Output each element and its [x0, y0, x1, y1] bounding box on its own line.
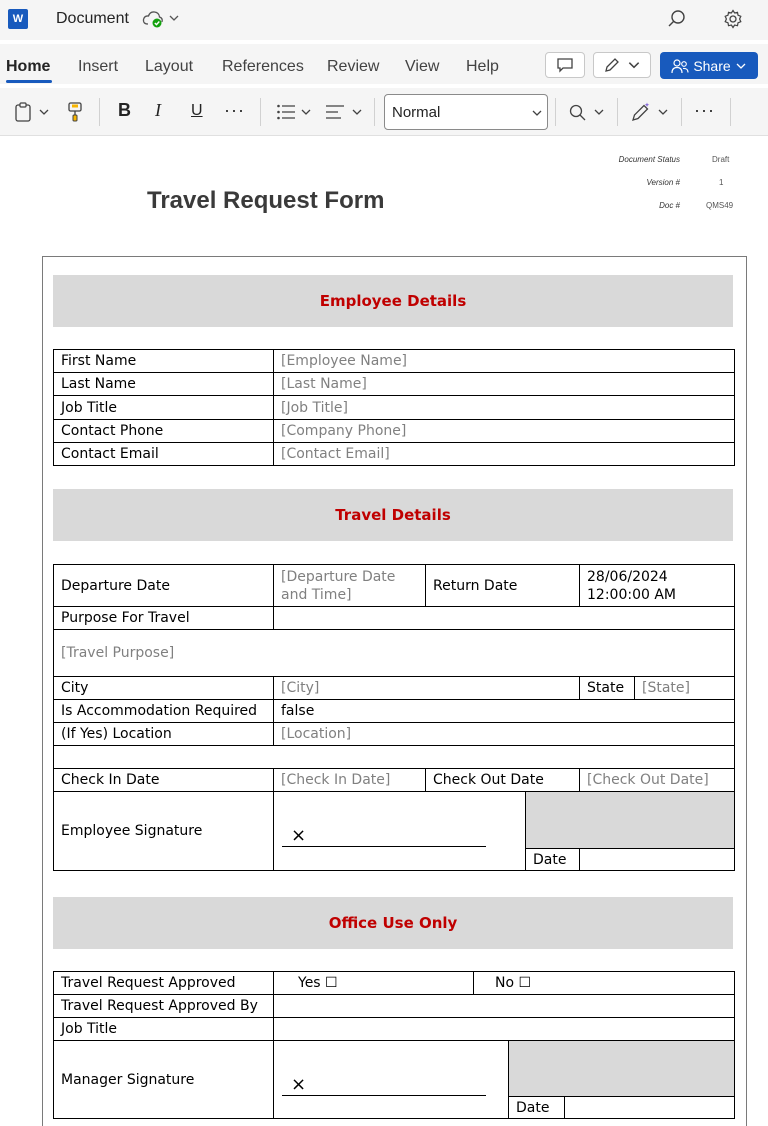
comment-icon [556, 56, 574, 74]
toolbar-separator [617, 98, 618, 126]
employee-details-table [53, 349, 735, 466]
tab-review[interactable]: Review [327, 58, 380, 75]
field-label: Job Title [54, 396, 274, 420]
chevron-down-icon[interactable] [38, 106, 50, 118]
bold-button[interactable]: B [118, 100, 131, 120]
style-dropdown-button[interactable] [528, 94, 548, 130]
toolbar-separator [555, 98, 556, 126]
travel-details-table [53, 564, 735, 871]
meta-label: Version # [646, 178, 680, 187]
chevron-down-icon[interactable] [593, 106, 605, 118]
more-font-options-button[interactable]: ··· [224, 100, 245, 120]
chevron-down-icon [531, 107, 543, 119]
field-label: State [580, 677, 635, 700]
meta-label: Doc # [659, 201, 680, 210]
spacer-row [54, 746, 735, 769]
office-use-table [53, 971, 735, 1119]
search-icon[interactable] [666, 8, 688, 30]
signature-box [526, 792, 735, 849]
field-label: Travel Request Approved [54, 972, 274, 995]
section-header-employee: Employee Details [53, 275, 733, 327]
chevron-down-icon[interactable] [351, 106, 363, 118]
field-label: Is Accommodation Required [54, 700, 274, 723]
section-header-travel: Travel Details [53, 489, 733, 541]
paragraph-style-select[interactable]: Normal [384, 94, 530, 130]
check-in-date-field[interactable]: [Check In Date] [274, 769, 426, 792]
pen-icon [603, 56, 621, 74]
italic-button[interactable]: I [155, 100, 161, 120]
document-name[interactable]: Document [56, 10, 129, 27]
purpose-empty-cell [274, 607, 735, 630]
word-logo-icon[interactable]: W [8, 9, 28, 29]
meta-value: 1 [719, 178, 724, 187]
paste-icon[interactable] [13, 101, 33, 123]
return-date-field[interactable]: 28/06/2024 12:00:00 AM [580, 565, 735, 607]
city-field[interactable]: [City] [274, 677, 580, 700]
section-header-office: Office Use Only [53, 897, 733, 949]
accommodation-required-field[interactable]: false [274, 700, 735, 723]
field-label: Return Date [426, 565, 580, 607]
tab-view[interactable]: View [405, 58, 440, 75]
share-button[interactable] [660, 52, 758, 79]
field-label: Travel Request Approved By [54, 995, 274, 1018]
field-label: Employee Signature [54, 792, 274, 871]
cloud-saved-icon [142, 10, 164, 28]
tab-references[interactable]: References [222, 58, 304, 75]
more-options-button[interactable]: ··· [694, 100, 715, 120]
location-field[interactable]: [Location] [274, 723, 735, 746]
signature-box [509, 1041, 735, 1097]
meta-value: Draft [712, 155, 730, 164]
field-label: Check Out Date [426, 769, 580, 792]
editing-mode-button[interactable] [593, 52, 651, 78]
toolbar-separator [681, 98, 682, 126]
field-label: Job Title [54, 1018, 274, 1041]
approved-yes-checkbox[interactable]: Yes ☐ [274, 972, 474, 995]
underline-button[interactable]: U [191, 102, 203, 119]
field-label: City [54, 677, 274, 700]
approved-no-checkbox[interactable]: No ☐ [474, 972, 735, 995]
title-bar [0, 0, 768, 40]
field-label: Check In Date [54, 769, 274, 792]
bullet-list-icon[interactable] [276, 103, 296, 121]
comments-button[interactable] [545, 52, 585, 78]
field-label: Manager Signature [54, 1041, 274, 1119]
contact-email-field[interactable]: [Contact Email] [274, 443, 735, 466]
signature-line [282, 1095, 486, 1096]
meta-value: QMS49 [706, 201, 734, 210]
tab-layout[interactable]: Layout [145, 58, 194, 75]
editor-pen-icon[interactable] [630, 101, 652, 123]
chevron-down-icon[interactable] [300, 106, 312, 118]
job-title-field[interactable]: [Job Title] [274, 396, 735, 420]
tab-help[interactable]: Help [466, 58, 499, 75]
tab-insert[interactable]: Insert [78, 58, 119, 75]
people-icon [671, 58, 689, 74]
gear-icon[interactable] [722, 8, 744, 30]
state-field[interactable]: [State] [635, 677, 735, 700]
tab-home[interactable]: Home [6, 58, 51, 75]
align-icon[interactable] [325, 103, 345, 121]
field-label: First Name [54, 350, 274, 373]
field-label: (If Yes) Location [54, 723, 274, 746]
signature-x-mark: × [291, 1073, 307, 1095]
first-name-field[interactable]: [Employee Name] [274, 350, 735, 373]
field-label: Purpose For Travel [54, 607, 274, 630]
toolbar-separator [730, 98, 731, 126]
chevron-down-icon [627, 58, 641, 72]
manager-job-title-field[interactable] [274, 1018, 735, 1041]
share-label: Share [693, 57, 731, 74]
find-icon[interactable] [568, 103, 588, 123]
approved-by-field[interactable] [274, 995, 735, 1018]
chevron-down-icon[interactable] [168, 12, 180, 24]
employee-date-field[interactable] [580, 849, 735, 871]
field-label: Contact Phone [54, 420, 274, 443]
departure-date-field[interactable]: [Departure Date and Time] [274, 565, 426, 607]
travel-purpose-field[interactable]: [Travel Purpose] [54, 630, 735, 677]
check-out-date-field[interactable]: [Check Out Date] [580, 769, 735, 792]
chevron-down-icon [735, 60, 747, 72]
signature-line [282, 846, 486, 847]
manager-date-field[interactable] [565, 1097, 735, 1119]
active-tab-indicator [6, 80, 52, 83]
meta-label: Document Status [618, 155, 680, 164]
contact-phone-field[interactable]: [Company Phone] [274, 420, 735, 443]
field-label: Departure Date [54, 565, 274, 607]
field-label: Contact Email [54, 443, 274, 466]
chevron-down-icon[interactable] [657, 106, 669, 118]
manager-signature-field[interactable] [274, 1041, 509, 1119]
toolbar-separator [99, 98, 100, 126]
field-label: Date [526, 849, 580, 871]
toolbar-separator [374, 98, 375, 126]
signature-x-mark: × [291, 825, 307, 846]
format-painter-icon[interactable] [66, 101, 84, 123]
field-label: Last Name [54, 373, 274, 396]
last-name-field[interactable]: [Last Name] [274, 373, 735, 396]
form-title: Travel Request Form [147, 187, 385, 214]
toolbar-separator [260, 98, 261, 126]
field-label: Date [509, 1097, 565, 1119]
employee-signature-field[interactable] [274, 792, 526, 871]
